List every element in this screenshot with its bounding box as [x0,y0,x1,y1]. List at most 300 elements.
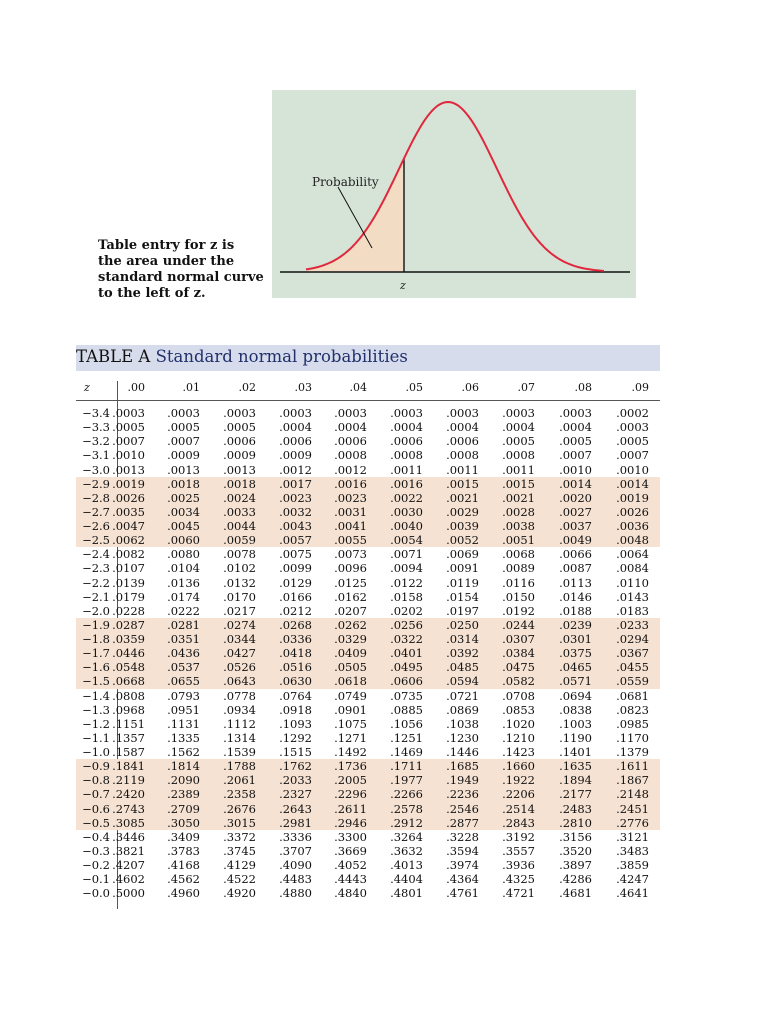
probability-cell: .0427 [223,646,256,661]
probability-cell: .3520 [559,843,592,858]
probability-cell: .0559 [616,674,649,689]
probability-cell: .0009 [167,448,200,463]
probability-cell: .0351 [167,632,200,646]
probability-cell: .2843 [502,815,535,830]
probability-cell: .0301 [559,632,592,646]
probability-cell: .0012 [279,462,312,477]
probability-cell: .2358 [223,787,256,802]
probability-cell: .0075 [279,547,312,562]
probability-cell: .1788 [223,759,256,774]
probability-cell: .0934 [223,702,256,717]
probability-cell: .0051 [502,533,535,548]
probability-cell: .0069 [446,547,479,562]
probability-cell: .3936 [502,858,535,872]
probability-cell: .0655 [167,674,200,689]
probability-cell: .1170 [616,730,649,745]
probability-cell: .4364 [446,872,479,887]
probability-cell: .0465 [559,660,592,675]
probability-cell: .1635 [559,759,592,774]
probability-cell: .2676 [223,801,256,816]
probability-cell: .0009 [279,448,312,463]
probability-cell: .3156 [559,829,592,844]
probability-cell: .0048 [616,533,649,548]
z-value: −0.7 [82,787,110,802]
probability-cell: .1379 [616,745,649,759]
probability-cell: .0039 [446,519,479,533]
probability-cell: .2946 [334,815,367,830]
probability-cell: .3859 [616,858,649,872]
probability-cell: .1210 [502,730,535,745]
probability-cell: .3300 [334,829,367,844]
probability-cell: .4286 [559,872,592,887]
caption-line-4: to the left of z. [98,286,206,301]
probability-cell: .0003 [616,420,649,435]
probability-cell: .2451 [616,801,649,816]
probability-cell: .3632 [390,843,423,858]
probability-cell: .0681 [616,688,649,703]
probability-cell: .0003 [223,406,256,420]
probability-cell: .2709 [167,801,200,816]
probability-cell: .0495 [390,660,423,675]
table-row [76,463,660,477]
probability-cell: .0005 [223,420,256,435]
caption-line-3: standard normal curve [98,270,264,285]
table-row [76,689,660,703]
probability-cell: .0197 [446,603,479,618]
column-header: .06 [461,381,479,394]
probability-cell: .0032 [279,504,312,519]
probability-cell: .0228 [112,603,145,618]
header-divider [76,400,660,401]
probability-cell: .0307 [502,632,535,646]
column-header: .08 [574,381,592,394]
probability-cell: .0329 [334,632,367,646]
probability-cell: .0024 [223,490,256,505]
probability-cell: .1711 [390,759,423,774]
z-value: −0.8 [82,773,110,788]
probability-cell: .1894 [559,773,592,788]
probability-cell: .3446 [112,829,145,844]
probability-cell: .0084 [616,561,649,576]
z-value: −0.1 [82,872,110,887]
probability-cell: .0537 [167,660,200,675]
table-row [76,561,660,575]
probability-cell: .2810 [559,815,592,830]
probability-cell: .0143 [616,589,649,604]
probability-cell: .1562 [167,745,200,759]
table-row [76,533,660,547]
probability-cell: .0002 [616,406,649,420]
probability-cell: .3264 [390,829,423,844]
probability-cell: .0028 [502,504,535,519]
probability-cell: .0336 [279,632,312,646]
probability-cell: .1922 [502,773,535,788]
probability-cell: .2327 [279,787,312,802]
probability-cell: .0054 [390,533,423,548]
table-row [76,505,660,519]
probability-cell: .4602 [112,872,145,887]
probability-cell: .0027 [559,504,592,519]
probability-cell: .0179 [112,589,145,604]
probability-cell: .4325 [502,872,535,887]
probability-cell: .2776 [616,815,649,830]
probability-cell: .0102 [223,561,256,576]
table-row [76,872,660,886]
probability-cell: .2033 [279,773,312,788]
probability-cell: .0020 [559,490,592,505]
z-value: −1.2 [82,716,110,731]
probability-cell: .0485 [446,660,479,675]
probability-cell: .1190 [559,730,592,745]
table-row [76,660,660,674]
table-row [76,434,660,448]
table-row [76,745,660,759]
probability-cell: .3897 [559,858,592,872]
probability-cell: .0016 [390,476,423,491]
z-value: −1.3 [82,702,110,717]
probability-cell: .0010 [112,448,145,463]
probability-cell: .3228 [446,829,479,844]
probability-cell: .0668 [112,674,145,689]
probability-cell: .1020 [502,716,535,731]
probability-cell: .4404 [390,872,423,887]
probability-cell: .0007 [559,448,592,463]
probability-cell: .0091 [446,561,479,576]
probability-cell: .3121 [616,829,649,844]
probability-cell: .4960 [167,886,200,901]
probability-cell: .0694 [559,688,592,703]
probability-cell: .0010 [559,462,592,477]
probability-cell: .0099 [279,561,312,576]
table-row [76,576,660,590]
probability-cell: .0019 [616,490,649,505]
probability-cell: .0005 [616,434,649,449]
probability-cell: .0004 [334,420,367,435]
table-label: TABLE A [76,347,151,366]
probability-cell: .0951 [167,702,200,717]
probability-cell: .0062 [112,533,145,548]
probability-cell: .0582 [502,674,535,689]
z-value: −1.8 [82,632,110,646]
probability-cell: .0104 [167,561,200,576]
probability-cell: .0006 [334,434,367,449]
z-value: −0.2 [82,858,110,872]
probability-cell: .0222 [167,603,200,618]
probability-cell: .2912 [390,815,423,830]
probability-cell: .1977 [390,773,423,788]
probability-cell: .0057 [279,533,312,548]
probability-cell: .0418 [279,646,312,661]
probability-cell: .0003 [446,406,479,420]
probability-cell: .0003 [502,406,535,420]
probability-cell: .1151 [112,716,145,731]
probability-cell: .0003 [390,406,423,420]
probability-cell: .0004 [390,420,423,435]
probability-cell: .0548 [112,660,145,675]
probability-cell: .0170 [223,589,256,604]
probability-cell: .0049 [559,533,592,548]
table-row [76,844,660,858]
probability-cell: .0217 [223,603,256,618]
table-row [76,604,660,618]
probability-cell: .0006 [390,434,423,449]
probability-cell: .0262 [334,617,367,632]
probability-cell: .0116 [502,575,535,590]
probability-cell: .4641 [616,886,649,901]
probability-cell: .0409 [334,646,367,661]
probability-cell: .0018 [167,476,200,491]
probability-cell: .0125 [334,575,367,590]
probability-cell: .0003 [559,406,592,420]
column-header: .05 [405,381,423,394]
probability-cell: .4483 [279,872,312,887]
probability-cell: .0401 [390,646,423,661]
probability-cell: .1093 [279,716,312,731]
z-value: −2.6 [82,519,110,533]
probability-cell: .2578 [390,801,423,816]
probability-cell: .0007 [616,448,649,463]
probability-cell: .0015 [502,476,535,491]
probability-cell: .0150 [502,589,535,604]
probability-cell: .0823 [616,702,649,717]
probability-cell: .0107 [112,561,145,576]
probability-cell: .0838 [559,702,592,717]
probability-cell: .2877 [446,815,479,830]
table-row [76,646,660,660]
probability-cell: .0013 [223,462,256,477]
probability-cell: .1314 [223,730,256,745]
table-header-bar [76,345,660,371]
probability-cell: .0047 [112,519,145,533]
probability-cell: .0162 [334,589,367,604]
probability-cell: .0239 [559,617,592,632]
probability-cell: .3783 [167,843,200,858]
column-header: .09 [631,381,649,394]
probability-cell: .0004 [279,420,312,435]
probability-cell: .0078 [223,547,256,562]
probability-cell: .2514 [502,801,535,816]
table-row [76,816,660,830]
probability-cell: .0113 [559,575,592,590]
table-row [76,519,660,533]
probability-cell: .2546 [446,801,479,816]
probability-cell: .0256 [390,617,423,632]
probability-cell: .4443 [334,872,367,887]
probability-cell: .0367 [616,646,649,661]
probability-cell: .2148 [616,787,649,802]
probability-cell: .0026 [112,490,145,505]
probability-cell: .0005 [112,420,145,435]
probability-cell: .0606 [390,674,423,689]
probability-cell: .2611 [334,801,367,816]
probability-cell: .0015 [446,476,479,491]
probability-cell: .4129 [223,858,256,872]
column-header: .03 [294,381,312,394]
probability-cell: .3409 [167,829,200,844]
probability-cell: .1762 [279,759,312,774]
probability-cell: .0035 [112,504,145,519]
probability-cell: .0129 [279,575,312,590]
probability-cell: .0202 [390,603,423,618]
probability-cell: .0040 [390,519,423,533]
table-row [76,632,660,646]
probability-cell: .0060 [167,533,200,548]
probability-cell: .3669 [334,843,367,858]
probability-cell: .1292 [279,730,312,745]
probability-cell: .1357 [112,730,145,745]
probability-cell: .1401 [559,745,592,759]
probability-cell: .0274 [223,617,256,632]
probability-cell: .0017 [279,476,312,491]
probability-cell: .0375 [559,646,592,661]
probability-cell: .0183 [616,603,649,618]
table-row [76,703,660,717]
probability-cell: .0808 [112,688,145,703]
probability-cell: .4761 [446,886,479,901]
z-value: −1.6 [82,660,110,675]
probability-cell: .0013 [112,462,145,477]
z-column-header: z [84,381,90,394]
table-row [76,448,660,462]
probability-cell: .0011 [446,462,479,477]
probability-cell: .0314 [446,632,479,646]
probability-cell: .0008 [502,448,535,463]
probability-cell: .0526 [223,660,256,675]
normal-curve-graphic [272,90,636,298]
column-header: .01 [182,381,200,394]
probability-cell: .0132 [223,575,256,590]
z-value: −2.3 [82,561,110,576]
probability-cell: .3372 [223,829,256,844]
probability-cell: .0322 [390,632,423,646]
z-value: −3.1 [82,448,110,463]
probability-cell: .0122 [390,575,423,590]
z-label: z [400,279,406,292]
probability-cell: .0036 [616,519,649,533]
z-value: −1.4 [82,688,110,703]
z-value: −1.5 [82,674,110,689]
table-name: Standard normal probabilities [155,347,408,366]
probability-cell: .1841 [112,759,145,774]
probability-cell: .2061 [223,773,256,788]
probability-cell: .0207 [334,603,367,618]
probability-cell: .1271 [334,730,367,745]
probability-cell: .0043 [279,519,312,533]
probability-cell: .0052 [446,533,479,548]
z-value: −0.5 [82,815,110,830]
probability-cell: .2643 [279,801,312,816]
probability-cell: .0778 [223,688,256,703]
probability-cell: .4052 [334,858,367,872]
table-row [76,717,660,731]
table-row [76,406,660,420]
probability-cell: .0268 [279,617,312,632]
probability-cell: .0250 [446,617,479,632]
normal-curve-figure [272,90,636,298]
probability-cell: .0735 [390,688,423,703]
probability-cell: .0281 [167,617,200,632]
probability-cell: .0005 [167,420,200,435]
probability-cell: .0139 [112,575,145,590]
probability-cell: .0985 [616,716,649,731]
column-header-row [76,381,660,399]
probability-cell: .0571 [559,674,592,689]
z-value: −1.1 [82,730,110,745]
z-value: −1.0 [82,745,110,759]
probability-cell: .1814 [167,759,200,774]
probability-cell: .0233 [616,617,649,632]
probability-cell: .1736 [334,759,367,774]
probability-cell: .0006 [223,434,256,449]
column-header: .07 [517,381,535,394]
probability-cell: .0016 [334,476,367,491]
probability-cell: .0004 [502,420,535,435]
probability-cell: .0003 [112,406,145,420]
table-title [76,347,408,366]
probability-cell: .0006 [446,434,479,449]
table-row [76,491,660,505]
probability-cell: .3594 [446,843,479,858]
probability-cell: .0068 [502,547,535,562]
table-row [76,886,660,900]
probability-cell: .0008 [390,448,423,463]
probability-cell: .1492 [334,745,367,759]
probability-cell: .0007 [112,434,145,449]
probability-cell: .0643 [223,674,256,689]
probability-cell: .0901 [334,702,367,717]
probability-cell: .0004 [559,420,592,435]
probability-cell: .1469 [390,745,423,759]
probability-cell: .0968 [112,702,145,717]
probability-cell: .0033 [223,504,256,519]
probability-cell: .2090 [167,773,200,788]
probability-cell: .4681 [559,886,592,901]
probability-cell: .0005 [559,434,592,449]
probability-cell: .0344 [223,632,256,646]
z-value: −2.1 [82,589,110,604]
probability-cell: .0505 [334,660,367,675]
probability-cell: .0158 [390,589,423,604]
probability-cell: .0119 [446,575,479,590]
probability-cell: .1423 [502,745,535,759]
probability-cell: .1075 [334,716,367,731]
probability-cell: .1587 [112,745,145,759]
probability-cell: .0005 [502,434,535,449]
probability-label: Probability [312,175,379,189]
table-row [76,547,660,561]
probability-cell: .0096 [334,561,367,576]
probability-cell: .1611 [616,759,649,774]
probability-cell: .0146 [559,589,592,604]
probability-cell: .0003 [167,406,200,420]
probability-cell: .0110 [616,575,649,590]
probability-cell: .0006 [279,434,312,449]
probability-cell: .0885 [390,702,423,717]
table-row [76,590,660,604]
probability-cell: .1515 [279,745,312,759]
probability-cell: .0038 [502,519,535,533]
probability-cell: .1056 [390,716,423,731]
probability-cell: .0166 [279,589,312,604]
probability-cell: .0475 [502,660,535,675]
probability-cell: .1660 [502,759,535,774]
z-value: −0.4 [82,829,110,844]
probability-cell: .0212 [279,603,312,618]
column-header: .00 [127,381,145,394]
probability-cell: .0087 [559,561,592,576]
probability-cell: .0014 [559,476,592,491]
probability-cell: .2296 [334,787,367,802]
